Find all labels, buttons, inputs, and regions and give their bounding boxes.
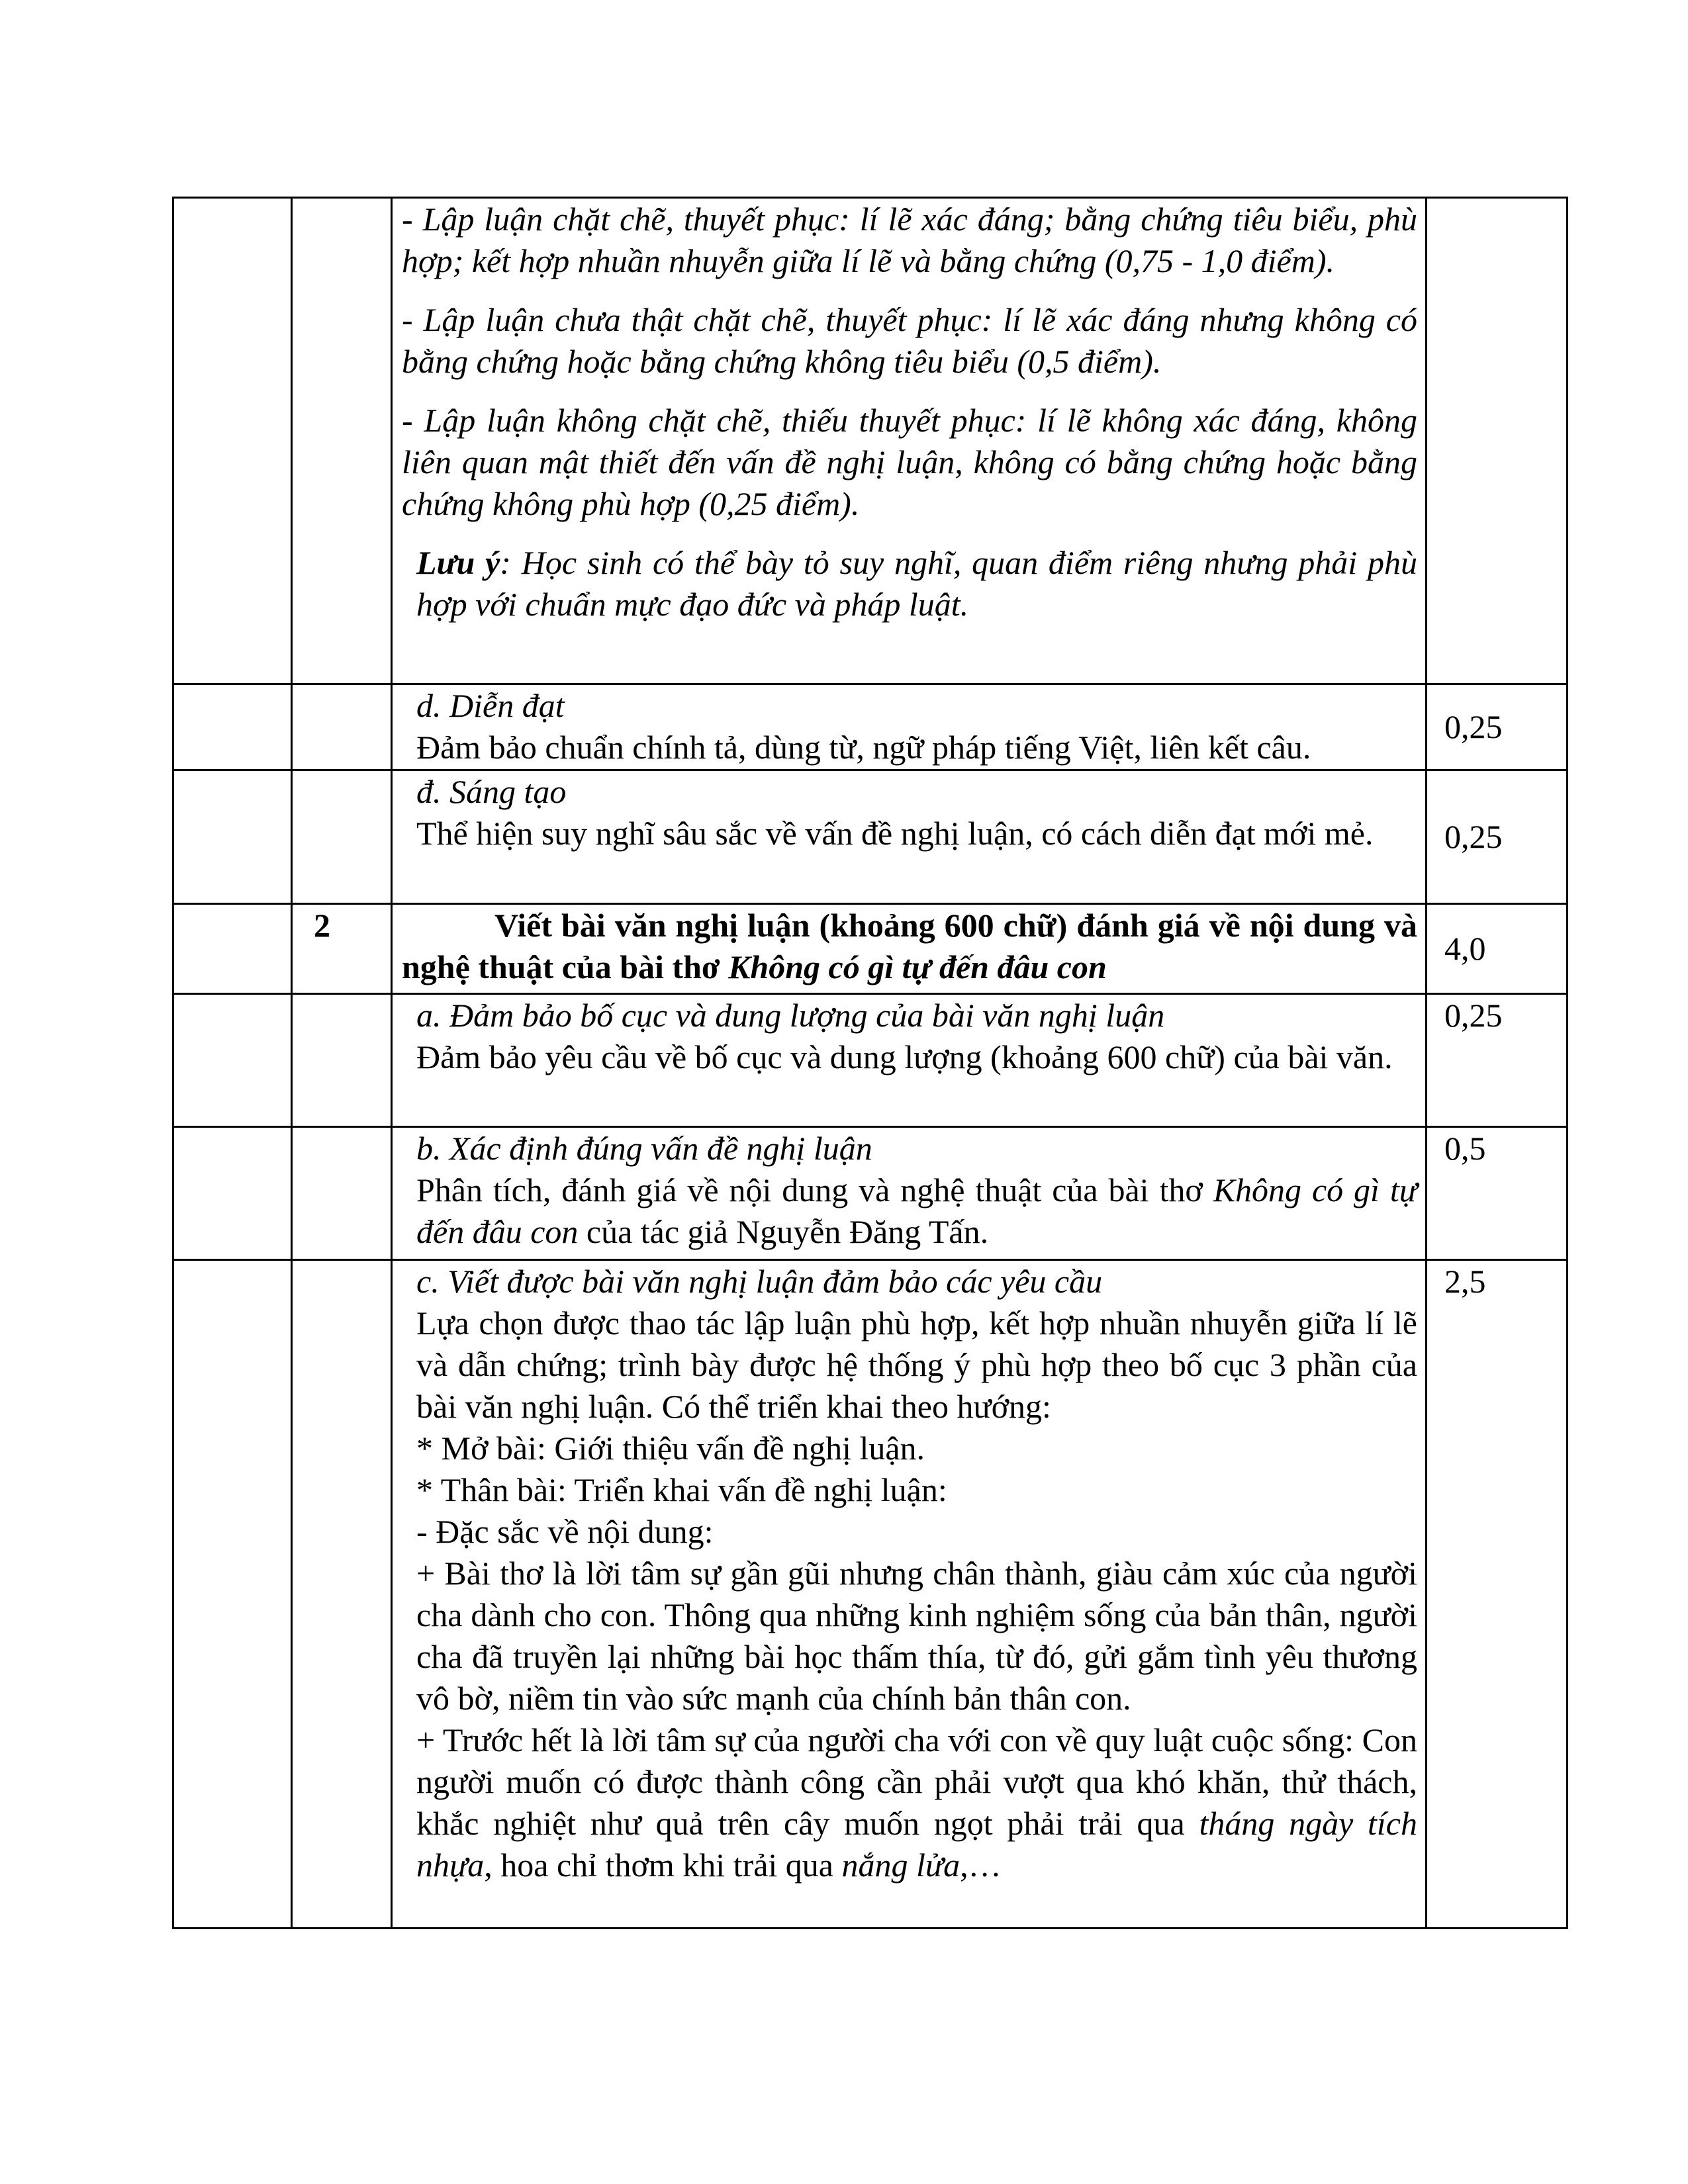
score-value: 4,0 <box>1427 904 1568 994</box>
cell-question <box>292 770 392 904</box>
cell-criteria <box>392 904 1427 994</box>
criterion-level-mid: - Lập luận chưa thật chặt chẽ, thuyết phục: lí lẽ xác đáng nhưng không có bằng chứng hoặc bằng chứng không tiêu biểu (0,5 điểm). <box>402 301 1417 380</box>
poem-title: Không có gì tự đến đâu con <box>728 948 1107 985</box>
cell-part <box>173 1127 292 1260</box>
score-value: 0,5 <box>1427 1127 1568 1260</box>
table-row <box>173 1260 1568 1929</box>
question-title-text: Viết bài văn nghị luận (khoảng 600 chữ) đánh giá về nội dung và nghệ thuật của bài thơ <box>402 907 1417 985</box>
cell-part <box>173 770 292 904</box>
cell-question <box>292 1260 392 1929</box>
score-value: 0,25 <box>1427 684 1568 770</box>
table-row <box>173 684 1568 770</box>
cell-criteria <box>392 1260 1427 1929</box>
table-row <box>173 198 1568 684</box>
cell-part <box>173 994 292 1127</box>
cell-criteria <box>392 198 1427 684</box>
note-paragraph <box>402 542 1417 625</box>
table-row <box>173 904 1568 994</box>
cell-part <box>173 684 292 770</box>
criterion-title: đ. Sáng tạo <box>416 773 567 810</box>
criterion-text-part: Phân tích, đánh giá về nội dung và nghệ thuật của bài thơ <box>416 1171 1213 1208</box>
cell-part <box>173 198 292 684</box>
cell-criteria <box>392 994 1427 1127</box>
criterion-text: Đảm bảo chuẩn chính tả, dùng từ, ngữ pháp tiếng Việt, liên kết câu. <box>416 729 1311 766</box>
criterion-level-low: - Lập luận không chặt chẽ, thiếu thuyết phục: lí lẽ không xác đáng, không liên quan mật thiết đến vấn đề nghị luận, không có bằng chứng hoặc bằng chứng không phù hợp (0,25 điểm). <box>402 402 1417 522</box>
cell-criteria <box>392 684 1427 770</box>
criterion-text-part: của tác giả Nguyễn Đăng Tấn. <box>578 1213 989 1250</box>
cell-criteria <box>392 770 1427 904</box>
cell-part <box>173 1260 292 1929</box>
cell-score <box>1427 198 1568 684</box>
criterion-level-high: - Lập luận chặt chẽ, thuyết phục: lí lẽ xác đáng; bằng chứng tiêu biểu, phù hợp; kết hợp nhuần nhuyễn giữa lí lẽ và bằng chứng (0,75 - 1,0 điểm). <box>402 201 1417 279</box>
paragraph-text: , hoa chỉ thơm khi trải qua <box>484 1846 842 1884</box>
table-row <box>173 994 1568 1127</box>
criterion-title: c. Viết được bài văn nghị luận đảm bảo các yêu cầu <box>416 1263 1103 1300</box>
score-value: 0,25 <box>1427 994 1568 1127</box>
note-text: : Học sinh có thể bày tỏ suy nghĩ, quan điểm riêng nhưng phải phù hợp với chuẩn mực đạo đức và pháp luật. <box>416 544 1417 623</box>
question-number: 2 <box>292 904 392 994</box>
outline-line: * Mở bài: Giới thiệu vấn đề nghị luận. <box>416 1430 925 1467</box>
score-value: 0,25 <box>1427 770 1568 904</box>
cell-question <box>292 1127 392 1260</box>
outline-paragraph <box>402 1719 1417 1886</box>
cell-criteria <box>392 1127 1427 1260</box>
cell-question <box>292 198 392 684</box>
cell-question <box>292 684 392 770</box>
score-value: 2,5 <box>1427 1260 1568 1929</box>
outline-line: * Thân bài: Triển khai vấn đề nghị luận: <box>416 1471 947 1508</box>
paragraph-text: ,… <box>960 1846 1002 1884</box>
poem-quote: tháng ngày tích nhựa <box>416 1805 1418 1884</box>
note-label: Lưu ý <box>416 544 500 581</box>
cell-question <box>292 994 392 1127</box>
question-title <box>402 905 1417 988</box>
criterion-text: Đảm bảo yêu cầu về bố cục và dung lượng (khoảng 600 chữ) của bài văn. <box>416 1038 1393 1075</box>
outline-paragraph: + Bài thơ là lời tâm sự gần gũi nhưng chân thành, giàu cảm xúc của người cha dành cho con. Thông qua những kinh nghiệm sống của bản thân, người cha đã truyền lại những bài học thấm thía, từ đó, gửi gắm tình yêu thương vô bờ, niềm tin vào sức mạnh của chính bản thân con. <box>416 1555 1417 1717</box>
paragraph-text: + Trước hết là lời tâm sự của người cha với con về quy luật cuộc sống: Con người muốn có được thành công cần phải vượt qua khó khăn, thử thách, khắc nghiệt như quả trên cây muốn ngọt phải trải qua <box>416 1721 1417 1842</box>
cell-part <box>173 904 292 994</box>
table-row <box>173 770 1568 904</box>
criterion-text: Lựa chọn được thao tác lập luận phù hợp, kết hợp nhuần nhuyễn giữa lí lẽ và dẫn chứng; trình bày được hệ thống ý phù hợp theo bố cục 3 phần của bài văn nghị luận. Có thể triển khai theo hướng: <box>416 1304 1417 1425</box>
criterion-text: Thể hiện suy nghĩ sâu sắc về vấn đề nghị luận, có cách diễn đạt mới mẻ. <box>416 815 1374 852</box>
table-row <box>173 1127 1568 1260</box>
criterion-title: d. Diễn đạt <box>416 687 565 724</box>
criterion-text <box>402 1169 1417 1253</box>
poem-title: Không có gì tự đến đâu con <box>416 1171 1417 1250</box>
criterion-title: b. Xác định đúng vấn đề nghị luận <box>416 1130 872 1167</box>
outline-line: - Đặc sắc về nội dung: <box>416 1513 714 1550</box>
poem-quote: nắng lửa <box>841 1846 961 1884</box>
criterion-title: a. Đảm bảo bố cục và dung lượng của bài văn nghị luận <box>416 997 1165 1034</box>
grading-table <box>172 197 1568 1929</box>
